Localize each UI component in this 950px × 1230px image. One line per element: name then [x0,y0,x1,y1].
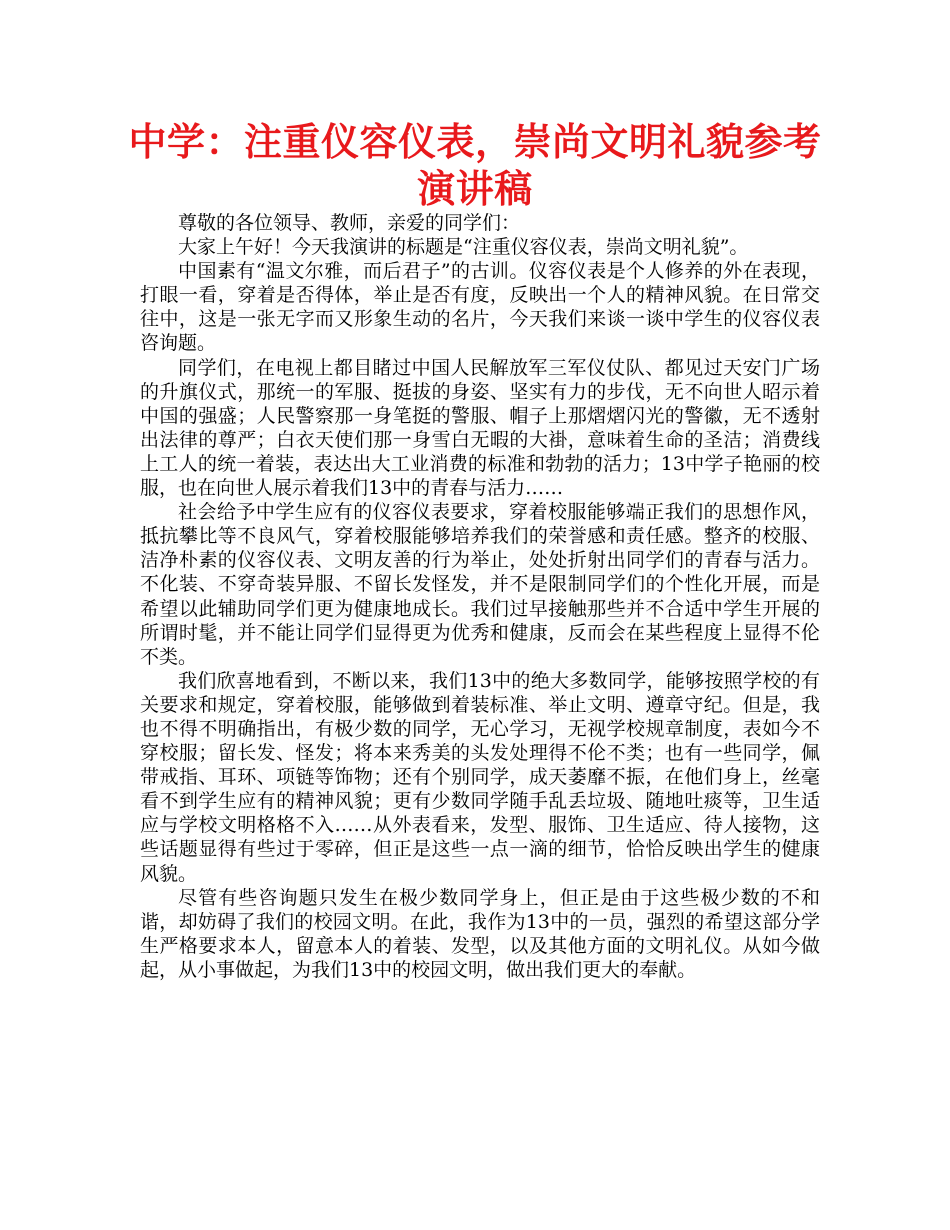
salutation-paragraph: 尊敬的各位领导、教师，亲爱的同学们： [178,212,521,234]
body-paragraph-1: 中国素有“温文尔雅，而后君子”的古训。仪容仪表是个人修养的外在表现，打眼一看，穿着是否得体，举止是否有度，反映出一个人的精神风貌。在日常交往中，这是一张无字而又形象生动的名片，今天我们来谈一谈中学生的仪容仪表咨询题。 [140,260,820,355]
closing-paragraph: 尽管有些咨询题只发生在极少数同学身上，但正是由于这些极少数的不和谐，却妨碍了我们的校园文明。在此，我作为13中的一员，强烈的希望这部分学生严格要求本人，留意本人的着装、发型，以及其他方面的文明礼仪。从如今做起，从小事做起，为我们13中的校园文明，做出我们更大的奉献。 [140,886,820,981]
body-paragraph-4: 我们欣喜地看到，不断以来，我们13中的绝大多数同学，能够按照学校的有关要求和规定，穿着校服，能够做到着装标准、举止文明、遵章守纪。但是，我也不得不明确指出，有极少数的同学，无心学习，无视学校规章制度，表如今不穿校服；留长发、怪发；将本来秀美的头发处理得不伦不类；也有一些同学，佩带戒指、耳环、项链等饰物；还有个别同学，成天萎靡不振，在他们身上，丝毫看不到学生应有的精神风貌；更有少数同学随手乱丢垃圾、随地吐痰等，卫生适应与学校文明格格不入……从外表看来，发型、服饰、卫生适应、待人接物，这些话题显得有些过于零碎，但正是这些一点一滴的细节，恰恰反映出学生的健康风貌。 [140,669,820,885]
document-body [140,211,820,982]
body-paragraph-2: 同学们，在电视上都目睹过中国人民解放军三军仪仗队、都见过天安门广场的升旗仪式，那统一的军服、挺拔的身姿、坚实有力的步伐，无不向世人昭示着中国的强盛；人民警察那一身笔挺的警服、帽子上那熠熠闪光的警徽，无不透射出法律的尊严；白衣天使们那一身雪白无暇的大褂，意味着生命的圣洁；消费线上工人的统一着装，表达出大工业消费的标准和勃勃的活力；13中学子艳丽的校服，也在向世人展示着我们13中的青春与活力…… [140,356,820,500]
document-title: 中学：注重仪容仪表，崇尚文明礼貌参考演讲稿 [128,122,822,211]
greeting-paragraph: 大家上午好！今天我演讲的标题是“注重仪容仪表，崇尚文明礼貌”。 [178,236,749,259]
body-paragraph-3: 社会给予中学生应有的仪容仪表要求，穿着校服能够端正我们的思想作风，抵抗攀比等不良风气，穿着校服能够培养我们的荣誉感和责任感。整齐的校服、洁净朴素的仪容仪表、文明友善的行为举止，处处折射出同学们的青春与活力。不化装、不穿奇装异服、不留长发怪发，并不是限制同学们的个性化开展，而是希望以此辅助同学们更为健康地成长。我们过早接触那些并不合适中学生开展的所谓时髦，并不能让同学们显得更为优秀和健康，反而会在某些程度上显得不伦不类。 [140,501,820,668]
